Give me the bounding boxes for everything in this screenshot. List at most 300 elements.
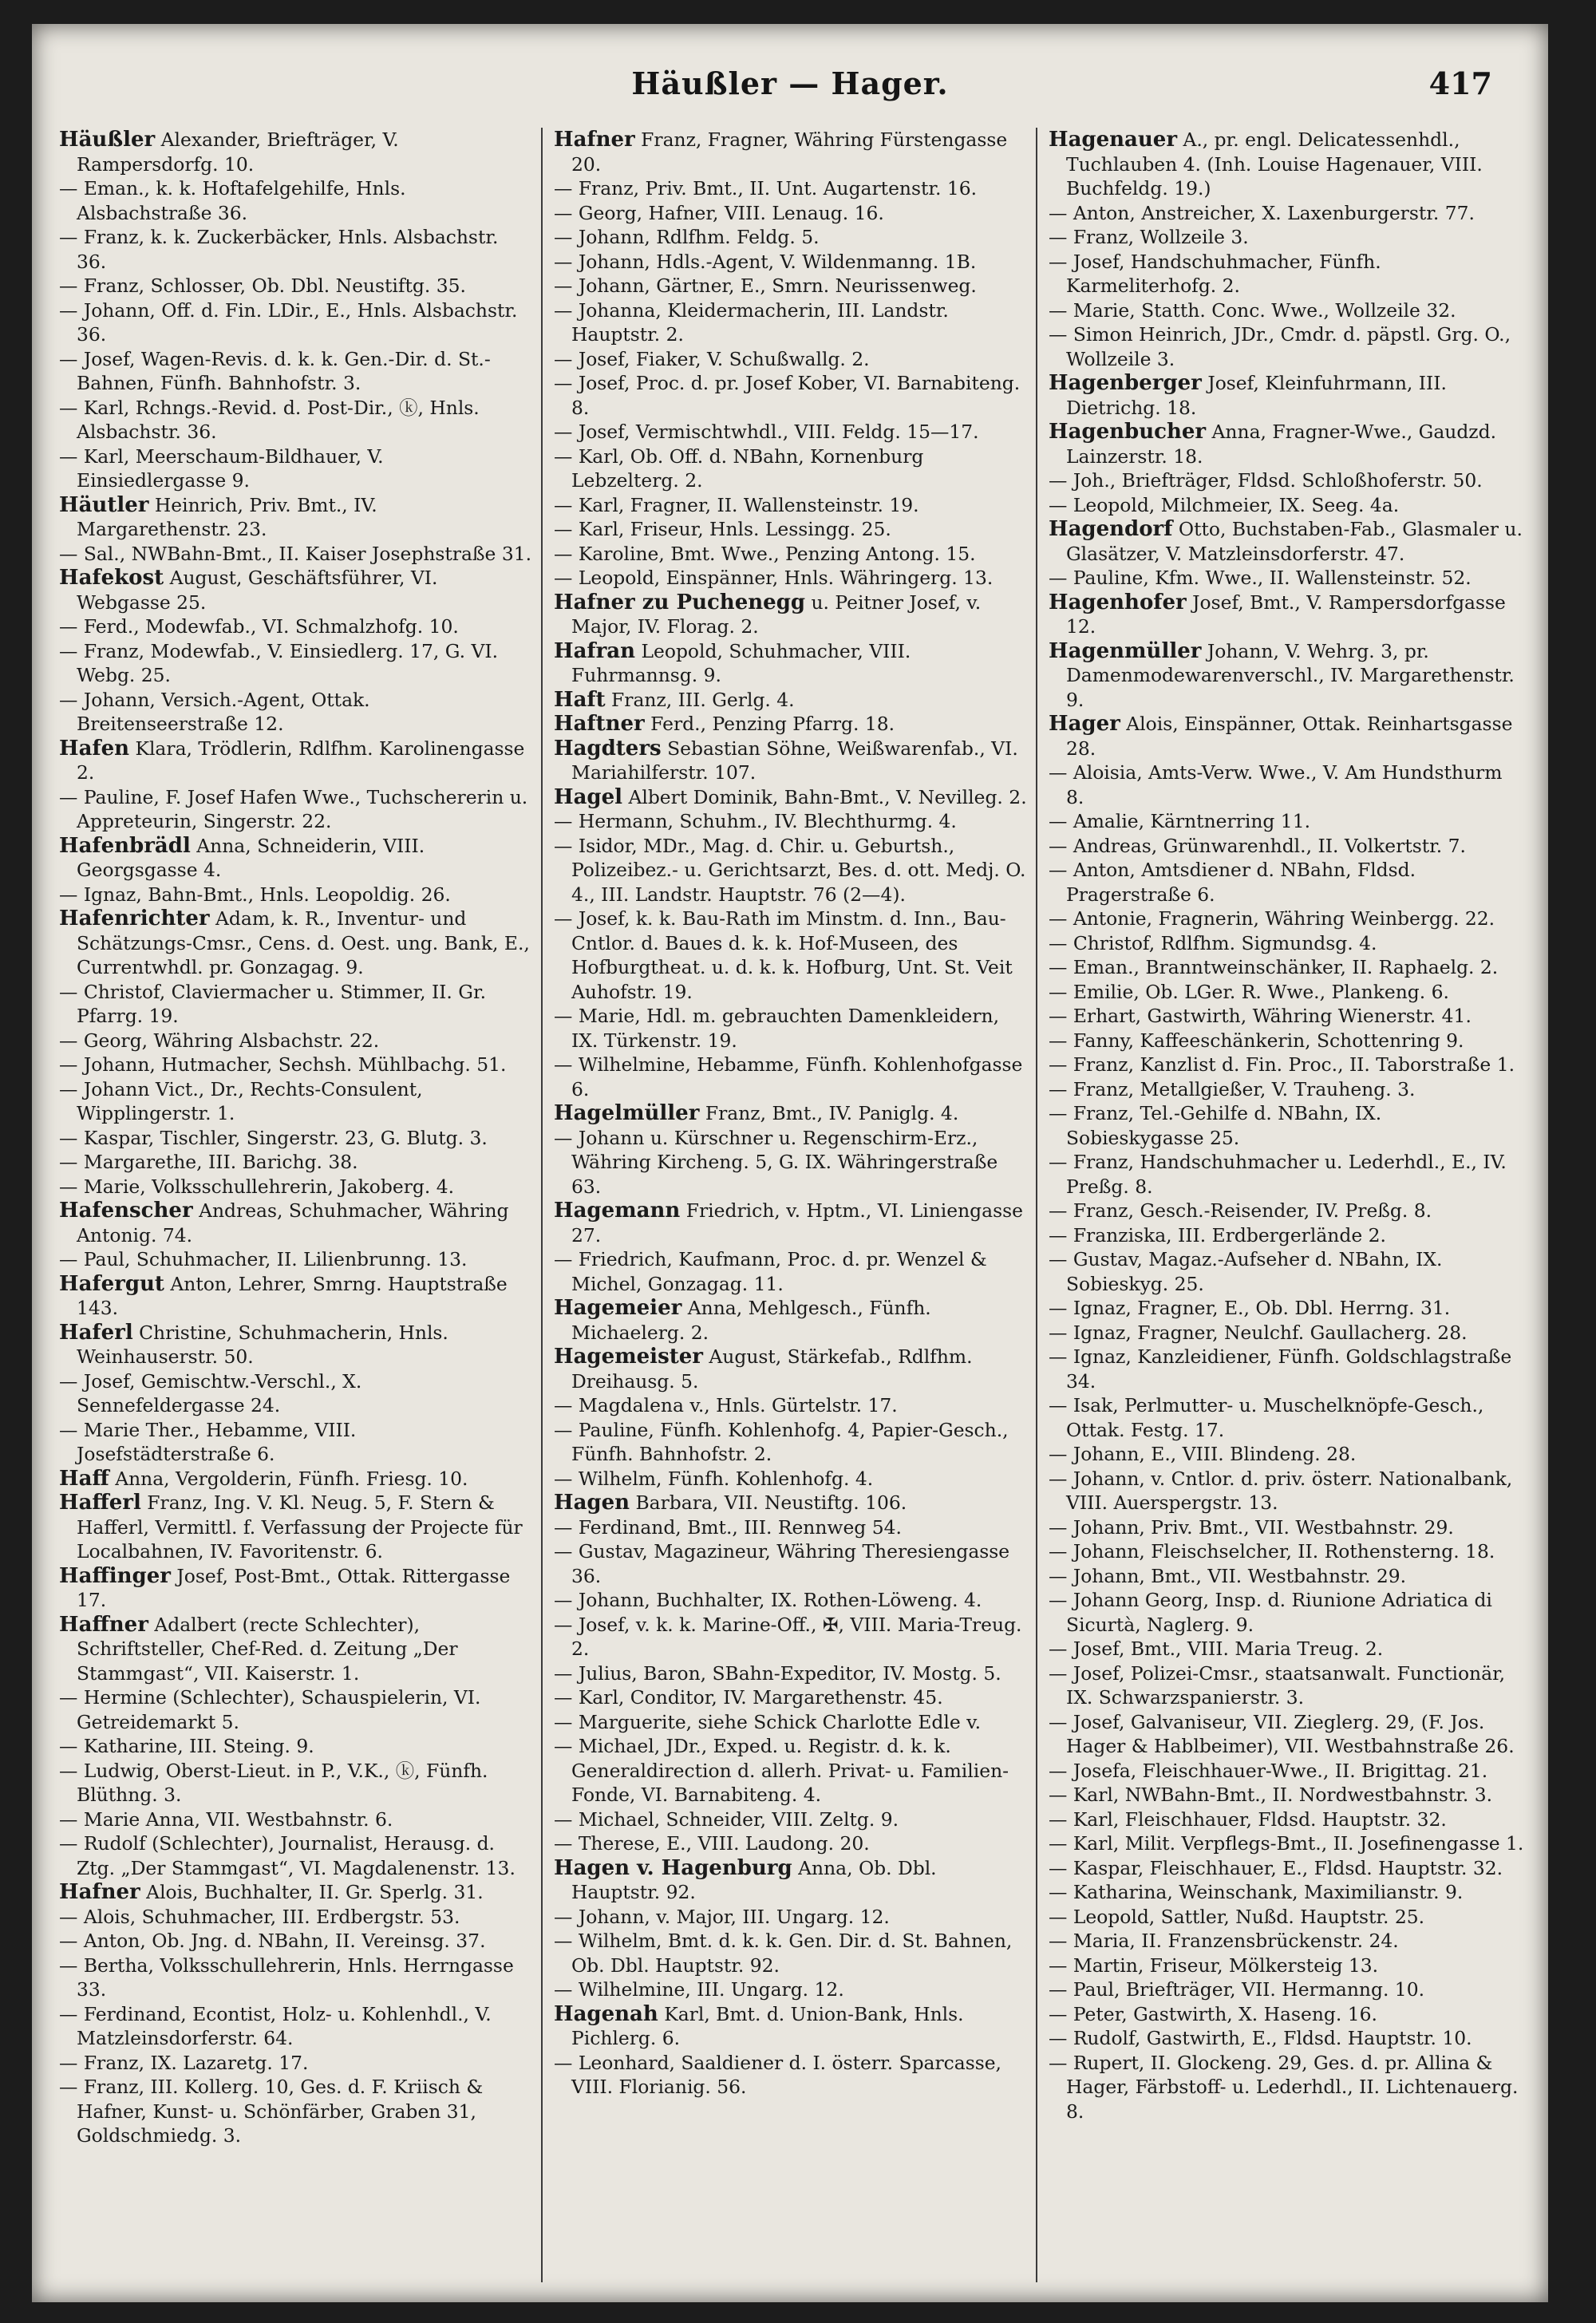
directory-entry [554, 1247, 1028, 1296]
directory-entry [554, 1053, 1028, 1101]
directory-entry [59, 176, 533, 225]
directory-entry [1049, 834, 1524, 859]
directory-entry [59, 2051, 533, 2076]
entry-text: — Karl, NWBahn-Bmt., II. Nordwestbahnstr. 3. [1049, 1784, 1493, 1806]
entry-text: — Marie, Statth. Conc. Wwe., Wollzeile 32. [1049, 298, 1456, 322]
entry-text: — Josef, Galvaniseur, VII. Zieglerg. 29, (F. Jos. Hager & Hablbeimer), VII. Westbahnstraße 26. [1049, 1710, 1515, 1757]
directory-entry [1049, 1564, 1524, 1589]
entry-text: — Johann, Gärtner, E., Smrn. Neurissenweg. [554, 275, 977, 297]
entry-text: Anna, Vergolderin, Fünfh. Friesg. 10. [109, 1467, 468, 1490]
directory-entry [59, 1029, 533, 1053]
directory-entry [1049, 1880, 1524, 1905]
directory-entry [1049, 2051, 1524, 2124]
directory-entry [1049, 1247, 1524, 1296]
entry-text: — Eman., k. k. Hoftafelgehilfe, Hnls. Alsbachstraße 36. [59, 177, 406, 224]
entry-text: Johann, V. Wehrg. 3, pr. Damenmodewarenverschl., IV. Margarethenstr. 9. [1066, 639, 1515, 711]
entry-text: — Magdalena v., Hnls. Gürtelstr. 17. [554, 1394, 898, 1416]
entry-text: — Josef, Wagen-Revis. d. k. k. Gen.-Dir. d. St.-Bahnen, Fünfh. Bahnhofstr. 3. [59, 347, 491, 394]
directory-entry [554, 542, 1028, 567]
entry-surname: Hafner [554, 128, 635, 152]
entry-surname: Häußler [59, 128, 156, 152]
entry-surname: Hagendorf [1049, 517, 1173, 541]
directory-entry [554, 347, 1028, 372]
entry-text: — Josef, Proc. d. pr. Josef Kober, VI. Barnabiteng. 8. [554, 372, 1021, 419]
directory-entry [1049, 371, 1524, 420]
entry-text: Christine, Schuhmacherin, Hnls. Weinhauserstr. 50. [77, 1321, 448, 1368]
entry-text: — Sal., NWBahn-Bmt., II. Kaiser Josephstraße 31. [59, 542, 532, 565]
directory-entry [59, 1053, 533, 1077]
directory-entry [1049, 1296, 1524, 1321]
page-header [32, 65, 1548, 113]
directory-entry [1049, 1954, 1524, 1978]
entry-surname: Hager [1049, 712, 1120, 736]
directory-entry [1049, 1856, 1524, 1881]
entry-surname: Hagemann [554, 1199, 681, 1223]
directory-entry [59, 1905, 533, 1930]
directory-entry [554, 1588, 1028, 1613]
entry-text: — Franz, IX. Lazaretg. 17. [59, 2051, 309, 2074]
directory-entry [59, 688, 533, 737]
directory-entry [1049, 2026, 1524, 2051]
directory-entry [1049, 1905, 1524, 1930]
directory-entry [59, 1175, 533, 1199]
entry-text: — Johann Vict., Dr., Rechts-Consulent, Wipplingerstr. 1. [59, 1077, 423, 1124]
entry-text: August, Stärkefab., Rdlfhm. Dreihausg. 5. [571, 1345, 973, 1393]
entry-text: — Karl, Milit. Verpflegs-Bmt., II. Josefinengasse 1. [1049, 1832, 1524, 1855]
directory-entry [554, 834, 1028, 907]
entry-text: — Josef, Gemischtw.-Verschl., X. Sennefeldergasse 24. [59, 1369, 362, 1416]
entry-text: Klara, Trödlerin, Rdlfhm. Karolinengasse 2. [77, 737, 525, 784]
directory-entry [1049, 1150, 1524, 1199]
entry-text: — Josef, Bmt., VIII. Maria Treug. 2. [1049, 1638, 1384, 1660]
directory-entry [554, 1905, 1028, 1930]
directory-entry [554, 1807, 1028, 1832]
entry-text: — Johann, v. Major, III. Ungarg. 12. [554, 1905, 890, 1928]
entry-surname: Haftner [554, 712, 645, 736]
directory-entry [554, 1929, 1028, 1977]
entry-text: — Leopold, Einspänner, Hnls. Währingerg. 13. [554, 567, 994, 589]
entry-text: — Josef, Vermischtwhdl., VIII. Feldg. 15—17. [554, 421, 979, 443]
directory-entry [554, 566, 1028, 591]
entry-text: — Leopold, Milchmeier, IX. Seeg. 4a. [1049, 493, 1400, 516]
directory-entry [59, 1247, 533, 1272]
directory-entry [554, 1539, 1028, 1588]
directory-entry [59, 1564, 533, 1613]
entry-text: — Anton, Ob. Jng. d. NBahn, II. Vereinsg. 37. [59, 1930, 486, 1952]
directory-entry [59, 1150, 533, 1175]
directory-entry [59, 1199, 533, 1247]
entry-surname: Hagelmüller [554, 1101, 700, 1125]
directory-entry [59, 1272, 533, 1321]
entry-text: — Marguerite, siehe Schick Charlotte Edle v. [554, 1710, 982, 1733]
entry-surname: Hagenbucher [1049, 420, 1207, 444]
entry-text: — Josef, Handschuhmacher, Fünfh. Karmeliterhofg. 2. [1049, 250, 1381, 297]
entry-text: — Franziska, III. Erdbergerlände 2. [1049, 1223, 1386, 1246]
entry-text: — Karl, Conditor, IV. Margarethenstr. 45. [554, 1686, 943, 1709]
directory-entry [59, 907, 533, 980]
directory-entry [554, 1661, 1028, 1686]
directory-entry [554, 371, 1028, 420]
entry-surname: Hafran [554, 638, 636, 663]
entry-text: Alexander, Briefträger, V. Rampersdorfg. 10. [77, 128, 399, 176]
entry-text: — Marie, Volksschullehrerin, Jakoberg. 4. [59, 1175, 455, 1198]
entry-text: — Wilhelm, Bmt. d. k. k. Gen. Dir. d. St. Bahnen, Ob. Dbl. Hauptstr. 92. [554, 1930, 1013, 1977]
directory-entry [554, 225, 1028, 250]
directory-entry [59, 1929, 533, 1954]
entry-surname: Hafen [59, 736, 130, 761]
directory-entry [554, 591, 1028, 639]
directory-entry [554, 785, 1028, 810]
entry-text: — Marie Anna, VII. Westbahnstr. 6. [59, 1807, 393, 1831]
directory-entry [1049, 1539, 1524, 1564]
entry-text: — Anton, Anstreicher, X. Laxenburgerstr. 77. [1049, 201, 1475, 224]
entry-text: — Ludwig, Oberst-Lieut. in P., V.K., ⓚ, Fünfh. Blüthng. 3. [59, 1759, 488, 1806]
entry-text: — Therese, E., VIII. Laudong. 20. [554, 1832, 870, 1855]
directory-entry [59, 1759, 533, 1807]
directory-entry [554, 907, 1028, 1004]
entry-surname: Hafner [59, 1880, 140, 1904]
directory-entry [1049, 1977, 1524, 2002]
entry-text: — Christof, Claviermacher u. Stimmer, II. Gr. Pfarrg. 19. [59, 980, 487, 1027]
directory-entry [1049, 1929, 1524, 1954]
entry-text: — Wilhelm, Fünfh. Kohlenhofg. 4. [554, 1467, 874, 1490]
entry-text: — Georg, Währing Alsbachstr. 22. [59, 1029, 380, 1052]
directory-entry [59, 444, 533, 493]
entry-text: — Johann, Rdlfhm. Feldg. 5. [554, 226, 820, 248]
entry-text: Anton, Lehrer, Smrng. Hauptstraße 143. [77, 1272, 508, 1319]
entry-text: Karl, Bmt. d. Union-Bank, Hnls. Pichlerg. 6. [571, 2002, 964, 2049]
entry-surname: Haff [59, 1466, 109, 1491]
entry-surname: Häutler [59, 492, 149, 517]
directory-entry [554, 2002, 1028, 2051]
entry-text: — Ferdinand, Bmt., III. Rennweg 54. [554, 1515, 902, 1539]
entry-text: Friedrich, v. Hptm., VI. Liniengasse 27. [571, 1199, 1023, 1246]
directory-entry [59, 274, 533, 298]
directory-entry [554, 201, 1028, 226]
entry-text: — Friedrich, Kaufmann, Proc. d. pr. Wenzel & Michel, Gonzagag. 11. [554, 1248, 987, 1295]
directory-entry [59, 347, 533, 396]
directory-entry [554, 1393, 1028, 1418]
directory-entry [59, 396, 533, 444]
entry-text: — Karl, Fleischhauer, Fldsd. Hauptstr. 32. [1049, 1807, 1447, 1831]
entry-text: Andreas, Schuhmacher, Währing Antonig. 74. [77, 1199, 509, 1246]
entry-surname: Hafferl [59, 1491, 141, 1515]
directory-entry [59, 1077, 533, 1126]
directory-entry [59, 737, 533, 785]
entry-surname: Hagen [554, 1491, 630, 1515]
entry-text: — Franz, Gesch.-Reisender, IV. Preßg. 8. [1049, 1199, 1432, 1222]
directory-entry [1049, 1077, 1524, 1102]
directory-entry [1049, 1467, 1524, 1515]
entry-text: — Ignaz, Fragner, E., Ob. Dbl. Herrng. 31. [1049, 1297, 1451, 1319]
directory-entry [1049, 1442, 1524, 1467]
directory-entry [554, 250, 1028, 275]
entry-text: — Franz, Wollzeile 3. [1049, 226, 1249, 248]
entry-text: — Johann, Bmt., VII. Westbahnstr. 29. [1049, 1564, 1407, 1587]
directory-entry [59, 1734, 533, 1759]
entry-text: — Margarethe, III. Barichg. 38. [59, 1151, 358, 1173]
entry-text: Anna, Ob. Dbl. Hauptstr. 92. [571, 1856, 937, 1903]
entry-text: — Paul, Schuhmacher, II. Lilienbrunng. 13. [59, 1248, 468, 1270]
directory-entry [554, 1467, 1028, 1491]
entry-text: — Emilie, Ob. LGer. R. Wwe., Plankeng. 6. [1049, 980, 1449, 1003]
directory-entry [59, 785, 533, 834]
directory-entry [1049, 566, 1524, 591]
entry-text: — Hermine (Schlechter), Schauspielerin, VI. Getreidemarkt 5. [59, 1686, 481, 1733]
entry-text: — Ferdinand, Econtist, Holz- u. Kohlenhdl., V. Matzleinsdorferstr. 64. [59, 2002, 492, 2049]
directory-entry [1049, 1029, 1524, 1053]
directory-entry [1049, 1199, 1524, 1223]
entry-text: — Karl, Friseur, Hnls. Lessingg. 25. [554, 518, 891, 540]
entry-text: — Kaspar, Fleischhauer, E., Fldsd. Hauptstr. 32. [1049, 1856, 1503, 1879]
directory-entry [59, 2075, 533, 2148]
directory-entry [1049, 712, 1524, 761]
entry-text: Barbara, VII. Neustiftg. 106. [630, 1491, 907, 1514]
directory-entry [59, 1491, 533, 1564]
directory-entry [59, 1467, 533, 1491]
entry-text: — Karl, Rchngs.-Revid. d. Post-Dir., ⓚ, Hnls. Alsbachstr. 36. [59, 396, 480, 443]
running-title: Häußler — Hager. [631, 65, 949, 101]
entry-text: — Josef, k. k. Bau-Rath im Minstm. d. Inn., Bau-Cntlor. d. Baues d. k. k. Hof-Museen, des Hofburgtheat. u. d. k. k. Hofburg, Unt. St. Veit Auhofstr. 19. [554, 907, 1013, 1003]
directory-entry [554, 1418, 1028, 1467]
directory-entry [1049, 1004, 1524, 1029]
entry-surname: Hagemeier [554, 1296, 682, 1320]
directory-entry [554, 176, 1028, 201]
entry-surname: Hagenauer [1049, 128, 1178, 152]
directory-entry [59, 1321, 533, 1369]
directory-entry [1049, 1807, 1524, 1832]
entry-text: — Rudolf, Gastwirth, E., Fldsd. Hauptstr. 10. [1049, 2027, 1472, 2049]
directory-entry [1049, 493, 1524, 518]
entry-text: — Franz, Kanzlist d. Fin. Proc., II. Taborstraße 1. [1049, 1053, 1515, 1076]
directory-entry [1049, 1515, 1524, 1540]
directory-entry [59, 298, 533, 347]
directory-entry [1049, 1661, 1524, 1710]
entry-text: — Antonie, Fragnerin, Währing Weinbergg. 22. [1049, 907, 1495, 930]
directory-entry [1049, 955, 1524, 980]
entry-surname: Hagenhofer [1049, 590, 1187, 614]
entry-text: — Paul, Briefträger, VII. Hermanng. 10. [1049, 1978, 1425, 2001]
entry-text: — Alois, Schuhmacher, III. Erdbergstr. 53. [59, 1905, 460, 1928]
entry-text: — Ferd., Modewfab., VI. Schmalzhofg. 10. [59, 615, 459, 638]
directory-entry [1049, 201, 1524, 226]
entry-surname: Haffner [59, 1612, 148, 1637]
directory-entry [59, 1126, 533, 1151]
entry-text: Adalbert (recte Schlechter), Schriftsteller, Chef-Red. d. Zeitung „Der Stammgast“, VII. Kaiserstr. 1. [77, 1613, 458, 1685]
directory-entry [1049, 1759, 1524, 1784]
directory-entry [59, 1613, 533, 1686]
directory-entry [554, 298, 1028, 347]
directory-entry [1049, 1831, 1524, 1856]
entry-surname: Hagen v. Hagenburg [554, 1855, 792, 1880]
directory-entry [1049, 1393, 1524, 1442]
entry-text: — Wilhelmine, III. Ungarg. 12. [554, 1978, 844, 2001]
entry-text: — Franz, k. k. Zuckerbäcker, Hnls. Alsbachstr. 36. [59, 226, 499, 273]
directory-entry [59, 542, 533, 567]
directory-entry [1049, 1588, 1524, 1637]
entry-surname: Haferl [59, 1320, 133, 1345]
entry-text: Ferd., Penzing Pfarrg. 18. [644, 713, 895, 735]
entry-text: — Marie Ther., Hebamme, VIII. Josefstädterstraße 6. [59, 1418, 357, 1465]
entry-text: — Leonhard, Saaldiener d. I. österr. Sparcasse, VIII. Florianig. 56. [554, 2051, 1001, 2098]
entry-surname: Hafenrichter [59, 907, 210, 930]
directory-entry [59, 493, 533, 542]
directory-entry [59, 883, 533, 907]
entry-text: — Johann, Buchhalter, IX. Rothen-Löweng. 4. [554, 1589, 982, 1611]
entry-text: — Aloisia, Amts-Verw. Wwe., V. Am Hundsthurm 8. [1049, 761, 1503, 808]
entry-surname: Hagel [554, 784, 623, 809]
directory-entry [59, 834, 533, 883]
entry-text: Franz, Bmt., IV. Paniglg. 4. [699, 1102, 959, 1124]
entry-text: — Franz, Handschuhmacher u. Lederhdl., E., IV. Preßg. 8. [1049, 1151, 1507, 1198]
directory-entry [1049, 1783, 1524, 1807]
column-middle [543, 128, 1037, 2282]
entry-text: — Gustav, Magaz.-Aufseher d. NBahn, IX. Sobieskyg. 25. [1049, 1248, 1443, 1295]
entry-text: — Erhart, Gastwirth, Währing Wienerstr. 41. [1049, 1005, 1472, 1027]
entry-surname: Hafekost [59, 566, 164, 590]
directory-entry [554, 274, 1028, 298]
directory-entry [554, 517, 1028, 542]
entry-text: — Johann, E., VIII. Blindeng. 28. [1049, 1443, 1357, 1465]
directory-entry [59, 1685, 533, 1734]
directory-entry [554, 444, 1028, 493]
directory-entry [554, 420, 1028, 444]
directory-entry [1049, 591, 1524, 639]
entry-text: Heinrich, Priv. Bmt., IV. Margarethenstr. 23. [77, 493, 377, 540]
directory-entry [1049, 1345, 1524, 1393]
entry-text: — Josef, v. k. k. Marine-Off., ✠, VIII. Maria-Treug. 2. [554, 1613, 1022, 1660]
entry-text: Otto, Buchstaben-Fab., Glasmaler u. Glasätzer, V. Matzleinsdorferstr. 47. [1066, 518, 1523, 565]
directory-entry [554, 1710, 1028, 1735]
directory-entry [59, 639, 533, 688]
entry-surname: Hagemeister [554, 1345, 703, 1369]
entry-text: — Joh., Briefträger, Fldsd. Schloßhoferstr. 50. [1049, 469, 1483, 492]
entry-text: Josef, Post-Bmt., Ottak. Rittergasse 17. [77, 1564, 511, 1611]
page-number: 417 [1428, 65, 1492, 101]
entry-text: Josef, Kleinfuhrmann, III. Dietrichg. 18. [1066, 372, 1447, 419]
entry-text: — Kaspar, Tischler, Singerstr. 23, G. Blutg. 3. [59, 1126, 488, 1149]
directory-entry [554, 712, 1028, 737]
directory-entry [1049, 1053, 1524, 1077]
directory-entry [59, 980, 533, 1029]
entry-text: — Simon Heinrich, JDr., Cmdr. d. päpstl. Grg. O., Wollzeile 3. [1049, 323, 1511, 370]
entry-text: — Julius, Baron, SBahn-Expeditor, IV. Mostg. 5. [554, 1661, 1001, 1685]
directory-entry [554, 809, 1028, 834]
entry-text: u. Peitner Josef, v. Major, IV. Florag. 2. [571, 591, 982, 638]
entry-text: — Johann, Fleischselcher, II. Rothensterng. 18. [1049, 1540, 1495, 1562]
directory-entry [1049, 1637, 1524, 1661]
entry-text: — Martin, Friseur, Mölkersteig 13. [1049, 1954, 1379, 1977]
entry-text: — Johann, Hutmacher, Sechsh. Mühlbachg. 51. [59, 1053, 507, 1076]
directory-entry [1049, 1321, 1524, 1345]
directory-entry [554, 128, 1028, 176]
entry-text: — Bertha, Volksschullehrerin, Hnls. Herrngasse 33. [59, 1954, 514, 2001]
directory-entry [554, 1977, 1028, 2002]
directory-entry [1049, 1101, 1524, 1150]
entry-text: — Franz, III. Kollerg. 10, Ges. d. F. Kriisch & Hafner, Kunst- u. Schönfärber, Graben 31, Goldschmiedg. 3. [59, 2076, 484, 2147]
entry-text: — Eman., Branntweinschänker, II. Raphaelg. 2. [1049, 956, 1499, 978]
directory-entry [554, 1491, 1028, 1515]
directory-entry [1049, 1223, 1524, 1248]
directory-entry [1049, 225, 1524, 250]
entry-text: — Franz, Priv. Bmt., II. Unt. Augartenstr. 16. [554, 177, 978, 200]
entry-text: — Peter, Gastwirth, X. Haseng. 16. [1049, 2002, 1377, 2025]
directory-entry [554, 2051, 1028, 2100]
directory-entry [554, 1856, 1028, 1905]
entry-text: — Ignaz, Kanzleidiener, Fünfh. Goldschlagstraße 34. [1049, 1345, 1512, 1393]
directory-columns [48, 128, 1532, 2282]
entry-text: — Leopold, Sattler, Nußd. Hauptstr. 25. [1049, 1905, 1425, 1928]
entry-text: — Karl, Fragner, II. Wallensteinstr. 19. [554, 493, 919, 516]
entry-text: — Wilhelmine, Hebamme, Fünfh. Kohlenhofgasse 6. [554, 1053, 1023, 1100]
entry-text: — Marie, Hdl. m. gebrauchten Damenkleidern, IX. Türkenstr. 19. [554, 1005, 1000, 1052]
directory-entry [59, 1807, 533, 1832]
directory-entry [554, 1004, 1028, 1053]
directory-entry [554, 737, 1028, 785]
entry-text: — Isak, Perlmutter- u. Muschelknöpfe-Gesch., Ottak. Festg. 17. [1049, 1394, 1484, 1441]
directory-entry [59, 1418, 533, 1467]
entry-text: — Karl, Ob. Off. d. NBahn, Kornenburg Lebzelterg. 2. [554, 444, 924, 492]
entry-text: — Franz, Schlosser, Ob. Dbl. Neustiftg. 35. [59, 275, 466, 297]
directory-entry [554, 1199, 1028, 1247]
entry-text: — Michael, Schneider, VIII. Zeltg. 9. [554, 1807, 899, 1831]
directory-entry [1049, 128, 1524, 201]
directory-entry [59, 128, 533, 176]
directory-entry [554, 1831, 1028, 1856]
entry-text: Alois, Buchhalter, II. Gr. Sperlg. 31. [140, 1881, 484, 1903]
entry-text: — Karoline, Bmt. Wwe., Penzing Antong. 15. [554, 542, 976, 565]
entry-text: August, Geschäftsführer, VI. Webgasse 25. [77, 567, 438, 614]
entry-text: Franz, Fragner, Währing Fürstengasse 20. [571, 128, 1008, 176]
directory-entry [1049, 980, 1524, 1005]
directory-entry [1049, 468, 1524, 493]
directory-entry [1049, 639, 1524, 713]
entry-surname: Hagenah [554, 2001, 658, 2026]
entry-surname: Hagdters [554, 736, 662, 761]
directory-entry [59, 225, 533, 274]
entry-text: — Johann u. Kürschner u. Regenschirm-Erz., Währing Kircheng. 5, G. IX. Währingerstraße 63. [554, 1126, 998, 1198]
entry-text: — Georg, Hafner, VIII. Lenaug. 16. [554, 201, 884, 224]
directory-entry [59, 566, 533, 614]
entry-surname: Haft [554, 687, 606, 712]
directory-entry [554, 688, 1028, 713]
entry-text: — Franz, Metallgießer, V. Trauheng. 3. [1049, 1077, 1416, 1100]
entry-surname: Hafner zu Puchenegg [554, 590, 806, 614]
entry-text: A., pr. engl. Delicatessenhdl., Tuchlauben 4. (Inh. Louise Hagenauer, VIII. Buchfeldg. 19.) [1066, 128, 1483, 200]
entry-text: — Pauline, Fünfh. Kohlenhofg. 4, Papier-Gesch., Fünfh. Bahnhofstr. 2. [554, 1418, 1009, 1465]
directory-entry [1049, 761, 1524, 809]
directory-entry [554, 639, 1028, 688]
directory-entry [554, 1515, 1028, 1540]
entry-text: — Josef, Polizei-Cmsr., staatsanwalt. Functionär, IX. Schwarzspanierstr. 3. [1049, 1661, 1506, 1709]
directory-entry [59, 1880, 533, 1905]
entry-text: — Johann Georg, Insp. d. Riunione Adriatica di Sicurtà, Naglerg. 9. [1049, 1589, 1492, 1636]
directory-entry [59, 614, 533, 639]
entry-surname: Hagenmüller [1049, 638, 1202, 663]
directory-entry [554, 493, 1028, 518]
entry-text: — Johanna, Kleidermacherin, III. Landstr. Hauptstr. 2. [554, 298, 949, 346]
entry-text: — Amalie, Kärntnerring 11. [1049, 810, 1311, 832]
entry-text: — Gustav, Magazineur, Währing Theresiengasse 36. [554, 1540, 1010, 1587]
entry-text: Adam, k. R., Inventur- und Schätzungs-Cmsr., Cens. d. Oest. ung. Bank, E., Currentwhdl. pr. Gonzagag. 9. [77, 907, 530, 978]
entry-text: — Johann, Priv. Bmt., VII. Westbahnstr. 29. [1049, 1515, 1454, 1539]
column-right [1037, 128, 1532, 2282]
entry-text: — Karl, Meerschaum-Bildhauer, V. Einsiedlergasse 9. [59, 444, 384, 492]
entry-text: — Maria, II. Franzensbrückenstr. 24. [1049, 1930, 1399, 1952]
directory-entry [554, 1345, 1028, 1393]
entry-text: Alois, Einspänner, Ottak. Reinhartsgasse 28. [1066, 713, 1513, 760]
directory-entry [554, 1613, 1028, 1661]
